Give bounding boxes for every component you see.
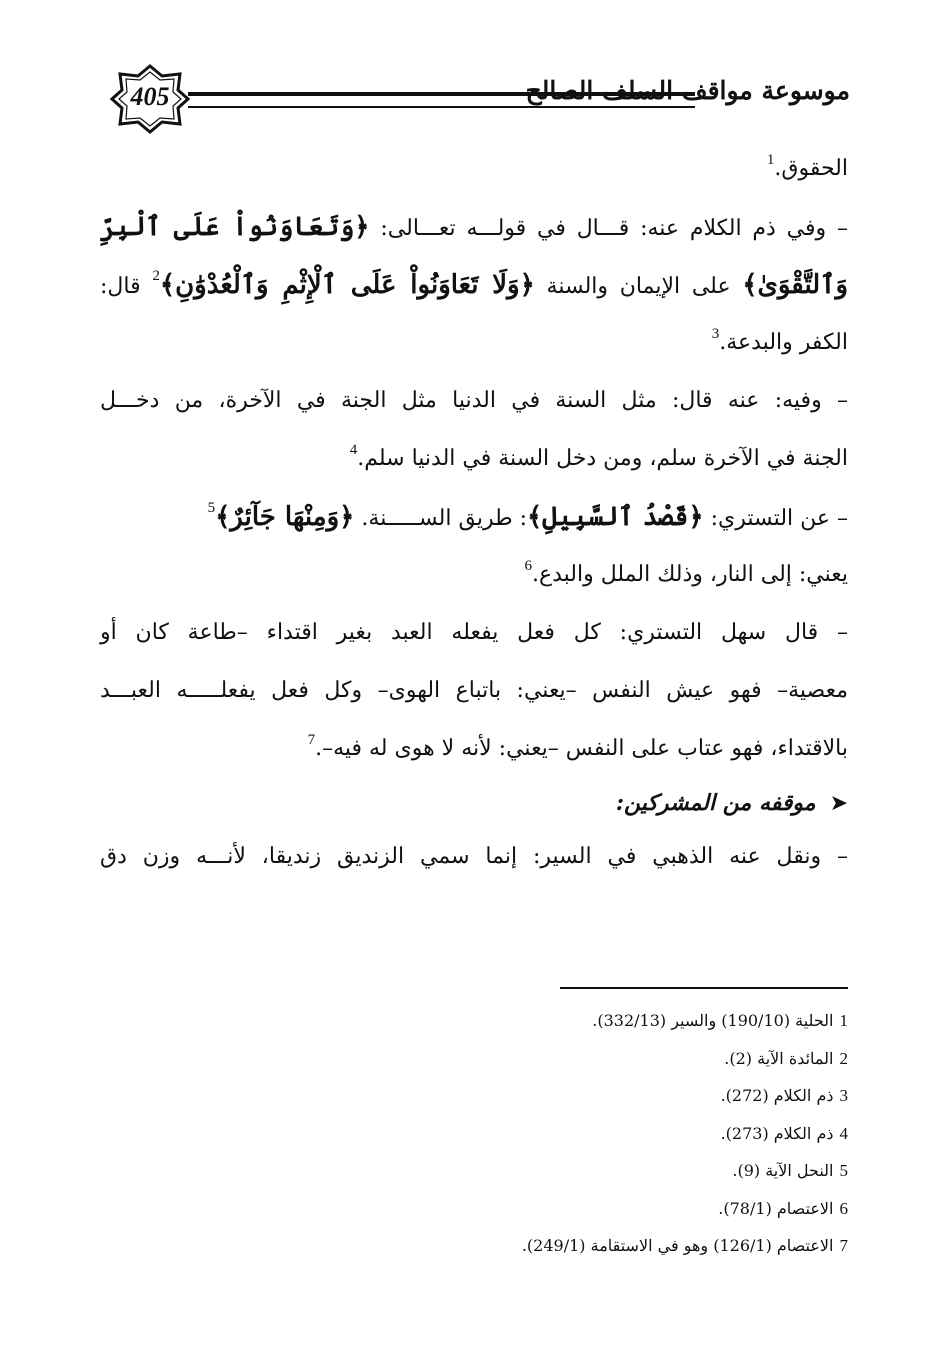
footnote-item: 1الحلية (190/10) والسير (332/13). <box>592 1011 848 1030</box>
footnote-ref[interactable]: 5 <box>207 500 216 516</box>
footnote-ref[interactable]: 3 <box>711 326 720 342</box>
running-title: موسوعة مواقف السلف الصالح <box>525 76 850 105</box>
section-heading: ➤موقفه من المشركين: <box>100 778 848 828</box>
text-line: – وفي ذم الكلام عنه: قـــال في قولـــه تعـــالى: ﴿وَتَعَاوَنُواْ عَلَى ٱلْبِرِّ <box>100 212 848 242</box>
arrow-bullet-icon: ➤ <box>829 791 848 816</box>
text-line: – قال سهل التستري: كل فعل يفعله العبد بغير اقتداء –طاعة كان أو <box>100 620 848 645</box>
page-number-badge <box>110 64 190 134</box>
footnote-separator <box>560 987 848 989</box>
text-line: وَٱلتَّقْوَىٰ﴾ على الإيمان والسنة ﴿وَلَا تَعَاوَنُواْ عَلَى ٱلْإِثْمِ وَٱلْعُدْوَٰنِ﴾$^2$ قال: <box>100 268 849 300</box>
footnote-item: 6الاعتصام (78/1). <box>718 1198 848 1218</box>
footnote-item: 2المائدة الآية (2). <box>724 1048 848 1068</box>
page-number: 405 <box>130 82 170 111</box>
footnote-ref[interactable]: 7 <box>307 732 316 748</box>
footnote-item: 5النحل الآية (9). <box>732 1161 848 1180</box>
footnote-item: 7الاعتصام (126/1) وهو في الاستقامة (249/1). <box>521 1236 848 1255</box>
text-line: الحقوق.$^1$ <box>766 152 848 181</box>
main-text <box>100 140 848 886</box>
text-line: الجنة في الآخرة سلم، ومن دخل السنة في الدنيا سلم.$^4$ <box>349 442 848 471</box>
footnote-ref[interactable]: 4 <box>349 442 358 458</box>
footnote-item: 4ذم الكلام (273). <box>720 1123 848 1143</box>
text-line: معصية– فهو عيش النفس –يعني: باتباع الهوى– وكل فعل يفعلـــــه العبـــد <box>100 678 848 703</box>
quran-verse: ﴿وَتَعَاوَنُواْ عَلَى ٱلْبِرِّ <box>100 212 370 242</box>
text-line: – ونقل عنه الذهبي في السير: إنما سمي الزنديق زنديقا، لأنـــه وزن دق <box>100 844 848 869</box>
text-line: بالاقتداء، فهو عتاب على النفس –يعني: لأنه لا هوى له فيه–.$^7$ <box>307 732 848 761</box>
quran-verse: ﴿وَمِنْهَا جَآئِرٌ﴾ <box>215 502 355 532</box>
footnote-ref[interactable]: 1 <box>766 152 775 168</box>
text-line: – وفيه: عنه قال: مثل السنة في الدنيا مثل الجنة في الآخرة، من دخـــل <box>100 388 848 413</box>
footnote-item: 3ذم الكلام (272). <box>720 1086 848 1105</box>
quran-verse: وَٱلتَّقْوَىٰ﴾ <box>742 270 849 300</box>
text-line: الكفر والبدعة.$^3$ <box>711 326 848 355</box>
footnotes <box>300 1002 848 1265</box>
footnote-ref[interactable]: 2 <box>152 268 160 284</box>
quran-verse: ﴿وَلَا تَعَاوَنُواْ عَلَى ٱلْإِثْمِ وَٱلْعُدْوَٰنِ﴾ <box>159 270 535 300</box>
footnote-ref[interactable]: 6 <box>524 558 532 574</box>
quran-verse: ﴿قَصْدُ ٱلسَّبِيلِ﴾ <box>527 502 704 532</box>
text-line: يعني: إلى النار، وذلك الملل والبدع.$^6$ <box>524 558 848 587</box>
page-header <box>100 56 850 146</box>
text-line: – عن التستري: ﴿قَصْدُ ٱلسَّبِيلِ﴾: طريق الســـــنة. ﴿وَمِنْهَا جَآئِرٌ﴾$^5$ <box>207 500 848 532</box>
